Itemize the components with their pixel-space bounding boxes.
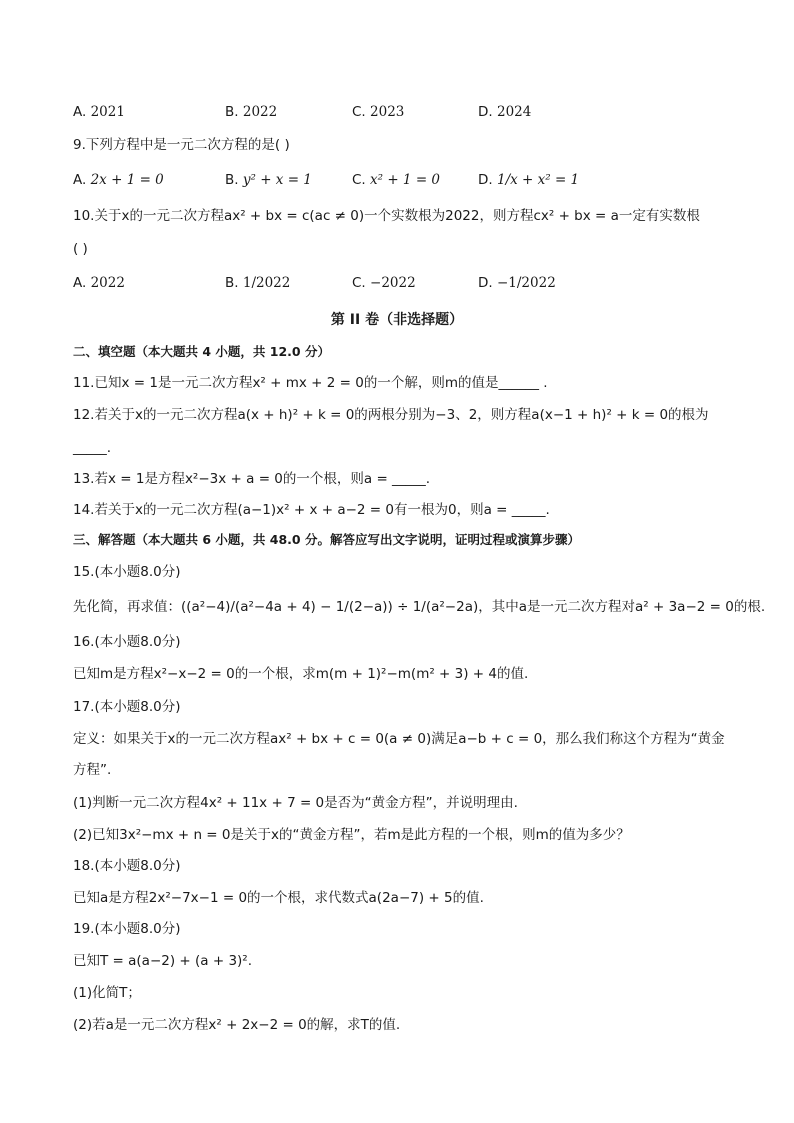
q9-option-b: B. y² + x = 1: [225, 172, 312, 188]
q9-option-a: A. 2x + 1 = 0: [73, 172, 164, 188]
q16-heading: 16.(本小题8.0分): [73, 634, 181, 650]
q8-option-c: C. 2023: [352, 104, 405, 120]
q10-option-b: B. 1/2022: [225, 275, 291, 291]
q10-option-a: A. 2022: [73, 275, 125, 291]
q10-stem: 10.关于x的一元二次方程ax² + bx = c(ac ≠ 0)一个实数根为2022，则方程cx² + bx = a一定有实数根: [73, 208, 700, 224]
q15-heading: 15.(本小题8.0分): [73, 564, 181, 580]
q8-option-a: A. 2021: [73, 104, 125, 120]
q15-body: 先化简，再求值：((a²−4)/(a²−4a + 4) − 1/(2−a)) ÷ 1/(a²−2a)，其中a是一元二次方程对a² + 3a−2 = 0的根.: [73, 599, 766, 615]
q8-option-b: B. 2022: [225, 104, 278, 120]
q10-option-c: C. −2022: [352, 275, 416, 291]
q10-stem-cont: ( ): [73, 241, 88, 257]
q11: 11.已知x = 1是一元二次方程x² + mx + 2 = 0的一个解，则m的值是______ .: [73, 375, 548, 391]
q17-heading: 17.(本小题8.0分): [73, 699, 181, 715]
solve-section-heading: 三、解答题（本大题共 6 小题，共 48.0 分。解答应写出文字说明，证明过程或演算步骤）: [73, 532, 580, 547]
part-two-title: 第 II 卷（非选择题）: [330, 312, 464, 328]
q12-line2: _____.: [73, 440, 112, 456]
q17-part1: (1)判断一元二次方程4x² + 11x + 7 = 0是否为“黄金方程”，并说明理由.: [73, 795, 518, 811]
q18-body: 已知a是方程2x²−7x−1 = 0的一个根，求代数式a(2a−7) + 5的值.: [73, 890, 484, 906]
fill-in-section-heading: 二、填空题（本大题共 4 小题，共 12.0 分）: [73, 344, 330, 359]
q13: 13.若x = 1是方程x²−3x + a = 0的一个根，则a = _____.: [73, 471, 431, 487]
q18-heading: 18.(本小题8.0分): [73, 858, 181, 874]
q9-option-d: D. 1/x + x² = 1: [478, 172, 580, 188]
q9-stem: 9.下列方程中是一元二次方程的是( ): [73, 137, 290, 153]
q17-definition-line1: 定义：如果关于x的一元二次方程ax² + bx + c = 0(a ≠ 0)满足a−b + c = 0，那么我们称这个方程为“黄金: [73, 731, 725, 747]
q10-option-d: D. −1/2022: [478, 275, 556, 291]
q8-option-d: D. 2024: [478, 104, 532, 120]
q17-definition-line2: 方程”.: [73, 762, 112, 778]
q12-line1: 12.若关于x的一元二次方程a(x + h)² + k = 0的两根分别为−3、2，则方程a(x−1 + h)² + k = 0的根为: [73, 407, 709, 423]
q19-body: 已知T = a(a−2) + (a + 3)².: [73, 953, 253, 969]
q16-body: 已知m是方程x²−x−2 = 0的一个根，求m(m + 1)²−m(m² + 3) + 4的值.: [73, 666, 529, 682]
q19-part1: (1)化简T；: [73, 985, 141, 1001]
q19-heading: 19.(本小题8.0分): [73, 921, 181, 937]
q9-option-c: C. x² + 1 = 0: [352, 172, 441, 188]
q17-part2: (2)已知3x²−mx + n = 0是关于x的“黄金方程”，若m是此方程的一个根，则m的值为多少？: [73, 827, 630, 843]
q14: 14.若关于x的一元二次方程(a−1)x² + x + a−2 = 0有一根为0，则a = _____.: [73, 502, 550, 518]
q19-part2: (2)若a是一元二次方程x² + 2x−2 = 0的解，求T的值.: [73, 1017, 401, 1033]
